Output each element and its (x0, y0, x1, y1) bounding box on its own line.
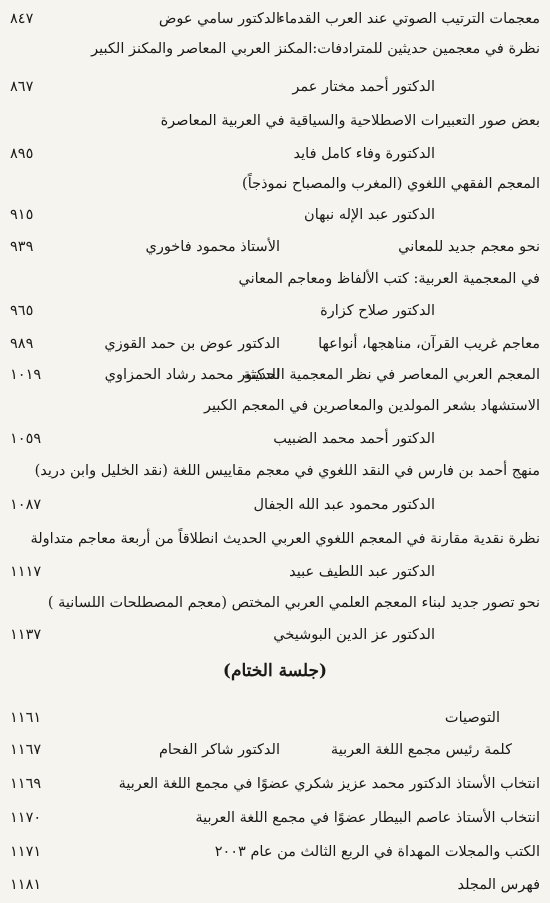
toc-line (8, 141, 540, 167)
entry-author: الدكتور أحمد محمد الضبيب (273, 431, 435, 447)
entry-author: الأستاذ محمود فاخوري (145, 239, 280, 255)
toc-line (8, 234, 540, 260)
toc-line (8, 426, 540, 452)
entry-title: منهج أحمد بن فارس في النقد اللغوي في معجم مقاييس اللغة (نقد الخليل وابن دريد) (34, 463, 540, 479)
toc-line (8, 331, 540, 357)
entry-title: نحو تصور جديد لبناء المعجم العلمي العربي المختص (معجم المصطلحات اللسانية ) (47, 595, 540, 611)
toc-line (8, 6, 540, 32)
toc-line (8, 108, 540, 134)
entry-title: فهرس المجلد (457, 877, 540, 893)
entry-title: انتخاب الأستاذ الدكتور محمد عزيز شكري عضوًا في مجمع اللغة العربية (118, 776, 540, 792)
page-number: ٩٦٥ (10, 303, 34, 319)
entry-author: الدكتور أحمد مختار عمر (292, 79, 435, 95)
entry-author: الدكتورة وفاء كامل فايد (293, 146, 435, 162)
page-number: ٩٣٩ (10, 239, 34, 255)
toc-line (8, 266, 540, 292)
toc-line (8, 872, 540, 898)
entry-title: انتخاب الأستاذ عاصم البيطار عضوًا في مجمع اللغة العربية (195, 810, 540, 826)
toc-line (8, 839, 540, 865)
toc-line (8, 298, 540, 324)
toc-line (8, 737, 540, 763)
toc-line (8, 458, 540, 484)
entry-author: الدكتور عبد اللطيف عبيد (289, 564, 435, 580)
toc-line (8, 805, 540, 831)
toc-line (8, 171, 540, 197)
page-number: ١١٣٧ (10, 627, 42, 643)
toc-line (8, 590, 540, 616)
entry-author: الدكتور محمد رشاد الحمزاوي (104, 367, 280, 383)
entry-title: كلمة رئيس مجمع اللغة العربية (330, 742, 512, 758)
entry-title: المعجم الفقهي اللغوي (المغرب والمصباح نموذجاً) (242, 176, 540, 192)
entry-author: الدكتور محمود عبد الله الجفال (253, 497, 435, 513)
toc-line (8, 771, 540, 797)
entry-title: في المعجمية العربية: كتب الألفاظ ومعاجم المعاني (238, 271, 540, 287)
page-number: ١٠١٩ (10, 367, 42, 383)
page-number: ١١٦١ (10, 710, 42, 726)
session-heading: (جلسة الختام) (222, 661, 328, 681)
entry-author: الدكتور عز الدين البوشيخي (273, 627, 435, 643)
page-number: ١١١٧ (10, 564, 42, 580)
page-number: ٩١٥ (10, 207, 34, 223)
page-number: ١١٨١ (10, 877, 42, 893)
toc-line (8, 526, 540, 552)
entry-author: الدكتور شاكر الفحام (158, 742, 280, 758)
entry-title: معاجم غريب القرآن، مناهجها، أنواعها (318, 336, 540, 352)
page-number: ٩٨٩ (10, 336, 34, 352)
entry-author: الدكتور صلاح كزارة (320, 303, 435, 319)
entry-title: نظرة في معجمين حديثين للمترادفات:المكنز العربي المعاصر والمكنز الكبير (91, 41, 540, 57)
entry-title: التوصيات (444, 710, 500, 726)
entry-author: الدكتور عوض بن حمد القوزي (104, 336, 280, 352)
toc-line (8, 559, 540, 585)
entry-title: بعض صور التعبيرات الاصطلاحية والسياقية في العربية المعاصرة (160, 113, 540, 129)
toc-line (8, 705, 540, 731)
entry-title: المعجم العربي المعاصر في نظر المعجمية الحديثة (243, 367, 540, 383)
toc-line (8, 393, 540, 419)
toc-line (8, 492, 540, 518)
entry-title: نظرة نقدية مقارنة في المعجم اللغوي العربي الحديث انطلاقاً من أربعة معاجم متداولة (30, 531, 540, 547)
toc-line (8, 36, 540, 62)
page-number: ٨٤٧ (10, 11, 34, 27)
entry-title: معجمات الترتيب الصوتي عند العرب القدماء (278, 11, 540, 27)
page-number: ٨٦٧ (10, 79, 34, 95)
page-number: ٨٩٥ (10, 146, 34, 162)
entry-author: الدكتور عبد الإله نبهان (304, 207, 435, 223)
page-number: ١١٦٩ (10, 776, 42, 792)
toc-line (8, 622, 540, 648)
entry-author: الدكتور سامي عوض (158, 11, 280, 27)
page-number: ١١٧٠ (10, 810, 42, 826)
page-number: ١٠٥٩ (10, 431, 42, 447)
toc-line (8, 362, 540, 388)
page-number: ١٠٨٧ (10, 497, 42, 513)
entry-title: الاستشهاد بشعر المولدين والمعاصرين في المعجم الكبير (203, 398, 540, 414)
page-number: ١١٧١ (10, 844, 42, 860)
toc-line (8, 202, 540, 228)
page-number: ١١٦٧ (10, 742, 42, 758)
entry-title: نحو معجم جديد للمعاني (398, 239, 540, 255)
toc-line (8, 74, 540, 100)
entry-title: الكتب والمجلات المهداة في الربع الثالث من عام ٢٠٠٣ (214, 844, 540, 860)
